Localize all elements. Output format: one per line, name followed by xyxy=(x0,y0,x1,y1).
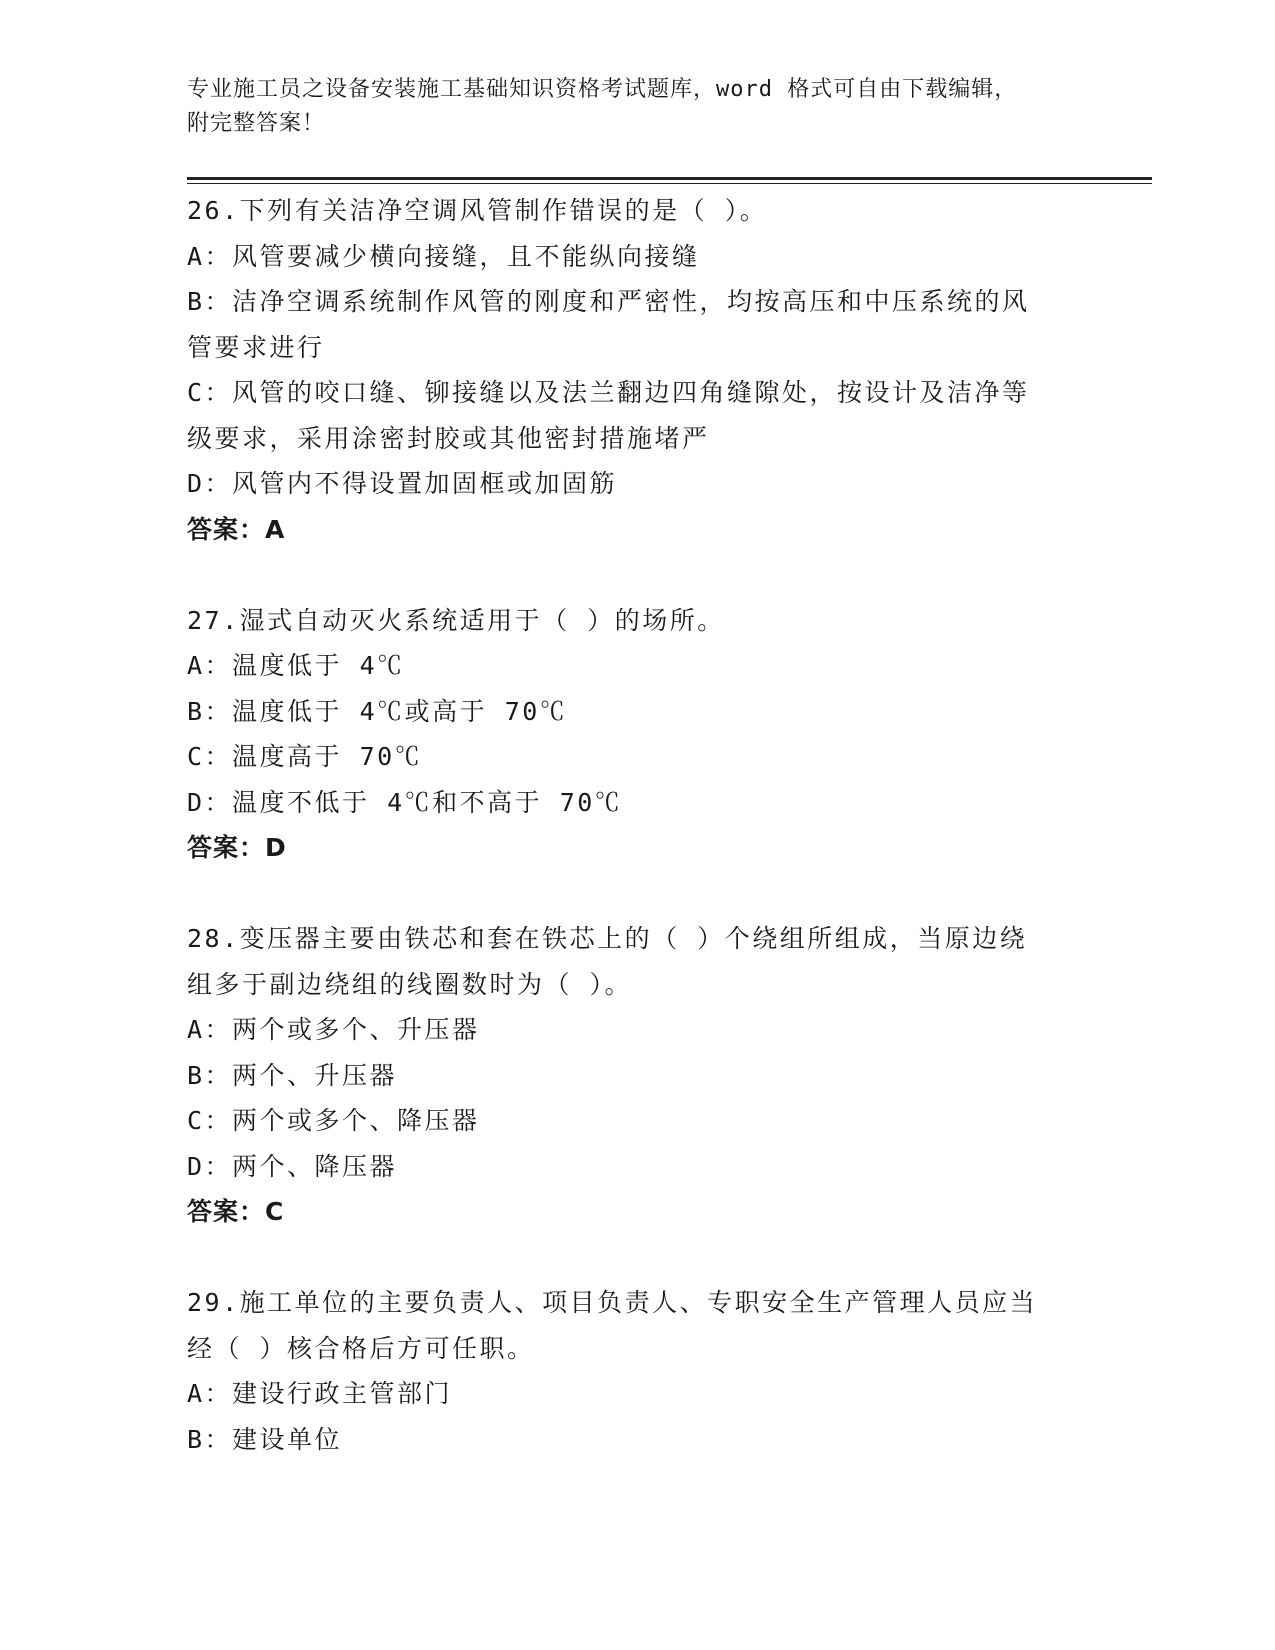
option-line: D：风管内不得设置加固框或加固筋 xyxy=(187,469,618,498)
option-line: C：温度高于 70℃ xyxy=(187,742,423,771)
option-line: D：两个、降压器 xyxy=(187,1151,398,1181)
question-block xyxy=(187,1280,1087,1462)
document-header xyxy=(187,73,1087,141)
question-block xyxy=(187,916,1087,1235)
option-line: A：温度低于 4℃ xyxy=(187,651,405,680)
question-stem-line: 27.湿式自动灭火系统适用于（ ）的场所。 xyxy=(187,605,725,635)
answer-line: 答案：D xyxy=(187,833,287,862)
header-divider-thick xyxy=(187,177,1152,180)
option-line: B：温度低于 4℃或高于 70℃ xyxy=(187,696,568,726)
option-line: A：建设行政主管部门 xyxy=(187,1379,453,1408)
question-stem-line: 28.变压器主要由铁芯和套在铁芯上的（ ）个绕组所组成，当原边绕 xyxy=(187,924,1028,953)
option-line: A：两个或多个、升压器 xyxy=(187,1015,480,1044)
header-line-2: 附完整答案！ xyxy=(187,111,326,136)
answer-line: 答案：C xyxy=(187,1197,285,1226)
header-divider-thin xyxy=(187,183,1152,184)
option-line: 级要求，采用涂密封胶或其他密封措施堵严 xyxy=(187,423,710,453)
option-line: B：两个、升压器 xyxy=(187,1060,398,1090)
option-line: B：洁净空调系统制作风管的刚度和严密性，均按高压和中压系统的风 xyxy=(187,287,1030,316)
option-line: C：风管的咬口缝、铆接缝以及法兰翻边四角缝隙处，按设计及洁净等 xyxy=(187,378,1030,407)
question-stem-line: 29.施工单位的主要负责人、项目负责人、专职安全生产管理人员应当 xyxy=(187,1288,1038,1317)
option-line: C：两个或多个、降压器 xyxy=(187,1106,480,1135)
option-line: 管要求进行 xyxy=(187,332,325,362)
question-block xyxy=(187,598,1087,871)
header-line-1: 专业施工员之设备安装施工基础知识资格考试题库，word 格式可自由下载编辑， xyxy=(187,77,1018,102)
answer-line: 答案：A xyxy=(187,514,286,544)
question-block xyxy=(187,188,1087,552)
question-list xyxy=(187,188,1087,1508)
option-line: A：风管要减少横向接缝，且不能纵向接缝 xyxy=(187,241,700,271)
question-stem-line: 26.下列有关洁净空调风管制作错误的是（ ）。 xyxy=(187,196,768,225)
option-line: B：建设单位 xyxy=(187,1424,343,1454)
question-stem-line: 组多于副边绕组的线圈数时为（ ）。 xyxy=(187,969,633,999)
question-stem-line: 经（ ）核合格后方可任职。 xyxy=(187,1333,535,1363)
option-line: D：温度不低于 4℃和不高于 70℃ xyxy=(187,787,623,817)
